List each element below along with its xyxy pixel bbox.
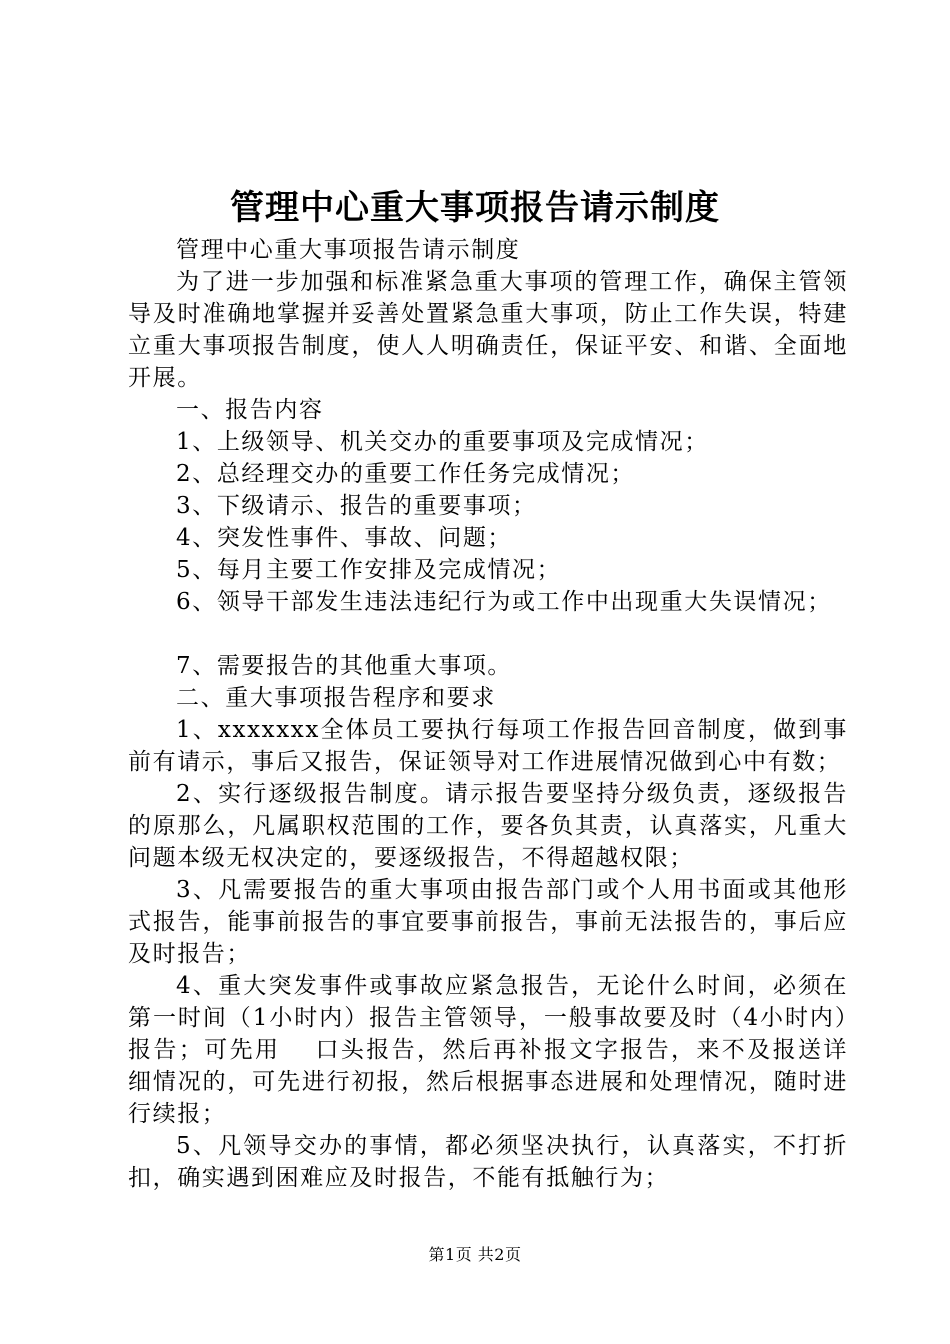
list-item: 5、每月主要工作安排及完成情况； [176,557,562,583]
procedure-item: 4、重大突发事件或事故应紧急报告，无论什么时间，必须在第一时间（1小时内）报告主管领导，一般事故要及时（4小时内）报告；可先用 口头报告，然后再补报文字报告，来不及报送详细情况的，可先进行初报，然后根据事态进展和处理情况，随时进行续报； [128,973,848,1127]
document-title: 管理中心重大事项报告请示制度 [230,188,720,228]
procedure-item: 2、实行逐级报告制度。请示报告要坚持分级负责，逐级报告的原那么，凡属职权范围的工作，要各负其责，认真落实，凡重大问题本级无权决定的，要逐级报告，不得超越权限； [128,781,848,871]
list-item: 3、下级请示、报告的重要事项； [176,493,537,519]
paragraph-intro: 为了进一步加强和标准紧急重大事项的管理工作，确保主管领导及时准确地掌握并妥善处置紧急重大事项，防止工作失误，特建立重大事项报告制度，使人人明确责任，保证平安、和谐、全面地开展。 [128,269,848,391]
blank-line [128,618,848,650]
section-heading-procedure: 二、重大事项报告程序和要求 [176,685,496,711]
procedure-item: 5、凡领导交办的事情，都必须坚决执行，认真落实，不打折扣，确实遇到困难应及时报告，不能有抵触行为； [128,1133,848,1191]
list-item: 1、上级领导、机关交办的重要事项及完成情况； [176,429,709,455]
document-body [128,234,848,1194]
page-number: 第1页 共2页 [428,1245,522,1264]
list-item: 2、总经理交办的重要工作任务完成情况； [176,461,636,487]
list-item: 4、突发性事件、事故、问题； [176,525,513,551]
procedure-item: 1、xxxxxxx全体员工要执行每项工作报告回音制度，做到事前有请示，事后又报告，保证领导对工作进展情况做到心中有数； [128,717,848,775]
section-heading-report-content: 一、报告内容 [176,397,324,423]
list-item: 6、领导干部发生违法违纪行为或工作中出现重大失误情况； [176,589,832,615]
procedure-item: 3、凡需要报告的重大事项由报告部门或个人用书面或其他形式报告，能事前报告的事宜要事前报告，事前无法报告的，事后应及时报告； [128,877,848,967]
paragraph-subtitle: 管理中心重大事项报告请示制度 [176,237,521,263]
list-item: 7、需要报告的其他重大事项。 [176,653,513,679]
